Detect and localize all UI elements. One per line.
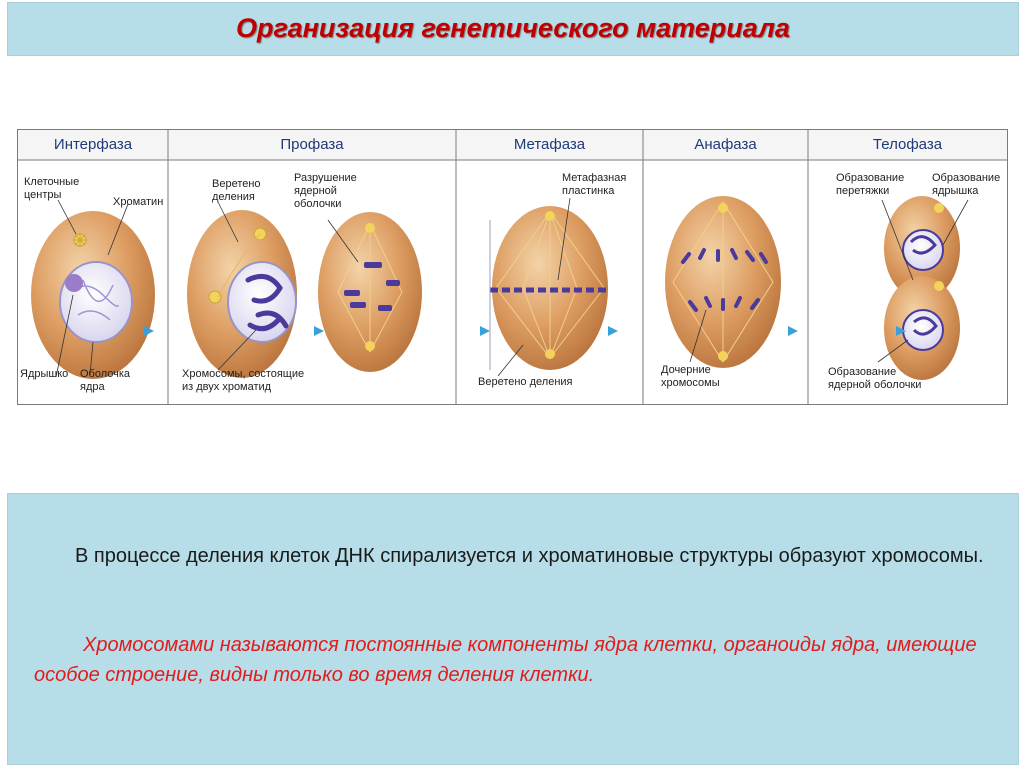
label-spindle: Веретено деления [212,178,261,203]
label-constriction: Образование перетяжки [836,172,905,197]
telophase-cell [884,196,960,380]
text-panel [7,493,1019,765]
paragraph-dna-spiral: В процессе деления клеток ДНК спирализуется и хроматиновые структуры образуют хромосомы. [75,545,984,567]
label-two-chromatid-chromosomes: Хромосомы, состоящие из двух хроматид [182,368,305,393]
label-chromatin: Хроматин [113,196,164,208]
label-metaphase-plate: Метафазная пластинка [562,172,627,197]
label-nucleolus-formation: Образование ядрышка [932,172,1001,197]
label-envelope-formation: Образование ядерной оболочки [828,366,922,391]
prophase-cell-1 [187,210,297,378]
anaphase-cell [665,196,781,368]
title-banner [7,2,1019,56]
phase-header-telophase: Телофаза [872,136,943,153]
label-envelope-breakdown: Разрушение ядерной оболочки [294,172,357,210]
label-daughter-chromosomes: Дочерние хромосомы [661,364,720,389]
phase-header-metaphase: Метафаза [513,136,586,153]
prophase-cell-2 [318,212,422,372]
label-cell-centers: Клеточные центры [24,176,80,201]
label-nucleolus: Ядрышко [20,368,69,380]
label-spindle-meta: Веретено деления [478,376,573,388]
label-nuclear-envelope: Оболочка ядра [80,368,131,393]
phase-header-prophase: Профаза [280,136,344,153]
phase-header-anaphase: Анафаза [694,136,757,153]
slide-title: Организация генетического материала [236,13,790,43]
paragraph-chromosome-definition: Хромосомами называются постоянные компоненты ядра клетки, органоиды ядра, имеющие особое строение, видны только во время деления клетки. [34,634,977,686]
mitosis-diagram [17,129,1008,405]
interphase-cell [31,211,155,379]
metaphase-cell [490,206,610,370]
phase-header-interphase: Интерфаза [53,136,133,153]
